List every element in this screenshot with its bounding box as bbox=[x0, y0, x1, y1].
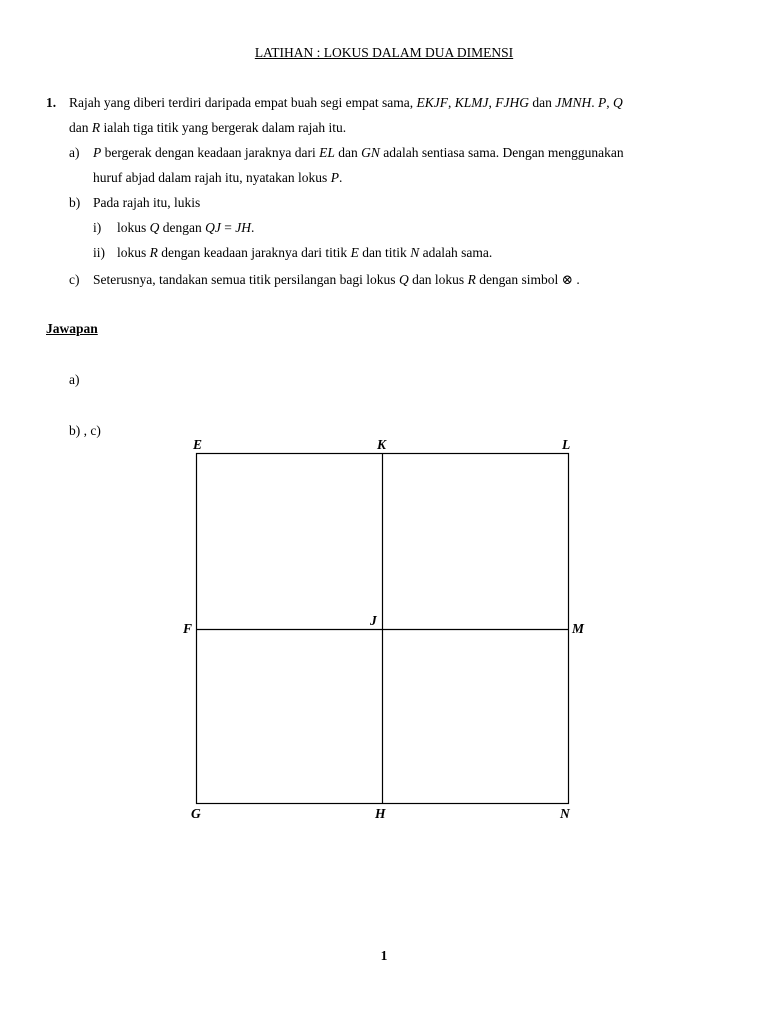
math-variable: P bbox=[93, 145, 102, 160]
text-segment: lokus bbox=[117, 220, 150, 235]
text-segment: dan bbox=[69, 120, 92, 135]
text-segment: = bbox=[220, 220, 236, 235]
answer-heading: Jawapan bbox=[46, 321, 98, 336]
point-label-F: F bbox=[183, 621, 193, 636]
text-segment: huruf abjad dalam rajah itu, nyatakan lokus bbox=[93, 170, 331, 185]
text-segment: adalah sama. bbox=[419, 245, 493, 260]
point-label-H: H bbox=[375, 806, 386, 821]
answer-a-label: a) bbox=[69, 372, 80, 387]
text-segment: dengan bbox=[159, 220, 206, 235]
math-variable: E bbox=[350, 245, 359, 260]
math-variable: FJHG bbox=[495, 95, 529, 110]
math-variable: JMNH bbox=[555, 95, 592, 110]
math-variable: P bbox=[330, 170, 339, 185]
page-number: 1 bbox=[380, 948, 388, 963]
text-segment: Rajah yang diberi terdiri daripada empat buah segi empat sama, bbox=[69, 95, 417, 110]
part-a-label: a) bbox=[69, 145, 80, 160]
math-variable: R bbox=[149, 245, 158, 260]
point-label-J: J bbox=[370, 613, 377, 628]
math-variable: QJ bbox=[205, 220, 221, 235]
point-label-K: K bbox=[377, 437, 387, 452]
part-c-label: c) bbox=[69, 272, 80, 287]
text-segment: Seterusnya, tandakan semua titik persilangan bagi lokus bbox=[93, 272, 399, 287]
point-label-L: L bbox=[562, 437, 571, 452]
text-segment: Pada rajah itu, lukis bbox=[93, 195, 201, 210]
question-number: 1. bbox=[46, 95, 57, 110]
part-b-ii-label: ii) bbox=[93, 245, 105, 260]
math-variable: R bbox=[467, 272, 476, 287]
text-segment: dan bbox=[529, 95, 556, 110]
text-segment: dan titik bbox=[358, 245, 411, 260]
text-segment: adalah sentiasa sama. Dengan menggunakan bbox=[379, 145, 624, 160]
math-variable: KLMJ bbox=[454, 95, 489, 110]
point-label-N: N bbox=[560, 806, 570, 821]
text-segment: , bbox=[448, 95, 455, 110]
math-variable: GN bbox=[361, 145, 380, 160]
text-segment: . bbox=[251, 220, 255, 235]
math-variable: Q bbox=[149, 220, 160, 235]
math-variable: Q bbox=[398, 272, 409, 287]
text-segment: bergerak dengan keadaan jaraknya dari bbox=[101, 145, 320, 160]
text-segment: , bbox=[488, 95, 496, 110]
text-segment: dan lokus bbox=[408, 272, 468, 287]
text-segment: dan bbox=[334, 145, 362, 160]
math-variable: R bbox=[91, 120, 101, 135]
point-label-M: M bbox=[572, 621, 585, 636]
math-variable: EL bbox=[319, 145, 335, 160]
point-label-G: G bbox=[191, 806, 201, 821]
point-label-E: E bbox=[193, 437, 203, 452]
part-b-i-label: i) bbox=[93, 220, 102, 235]
part-b-label: b) bbox=[69, 195, 81, 210]
math-variable: JH bbox=[235, 220, 251, 235]
page-title: LATIHAN : LOKUS DALAM DUA DIMENSI bbox=[254, 45, 514, 60]
text-segment: dengan keadaan jaraknya dari titik bbox=[157, 245, 351, 260]
math-variable: N bbox=[410, 245, 420, 260]
text-segment: ialah tiga titik yang bergerak dalam rajah itu. bbox=[100, 120, 347, 135]
answer-bc-label: b) , c) bbox=[69, 423, 101, 438]
math-variable: EKJF bbox=[416, 95, 448, 110]
text-segment: . bbox=[338, 170, 343, 185]
text-segment: lokus bbox=[117, 245, 150, 260]
math-variable: Q bbox=[613, 95, 623, 110]
text-segment: . bbox=[591, 95, 598, 110]
text-segment: , bbox=[606, 95, 613, 110]
text-segment: dengan simbol ⊗ . bbox=[475, 272, 580, 287]
math-variable: P bbox=[598, 95, 607, 110]
